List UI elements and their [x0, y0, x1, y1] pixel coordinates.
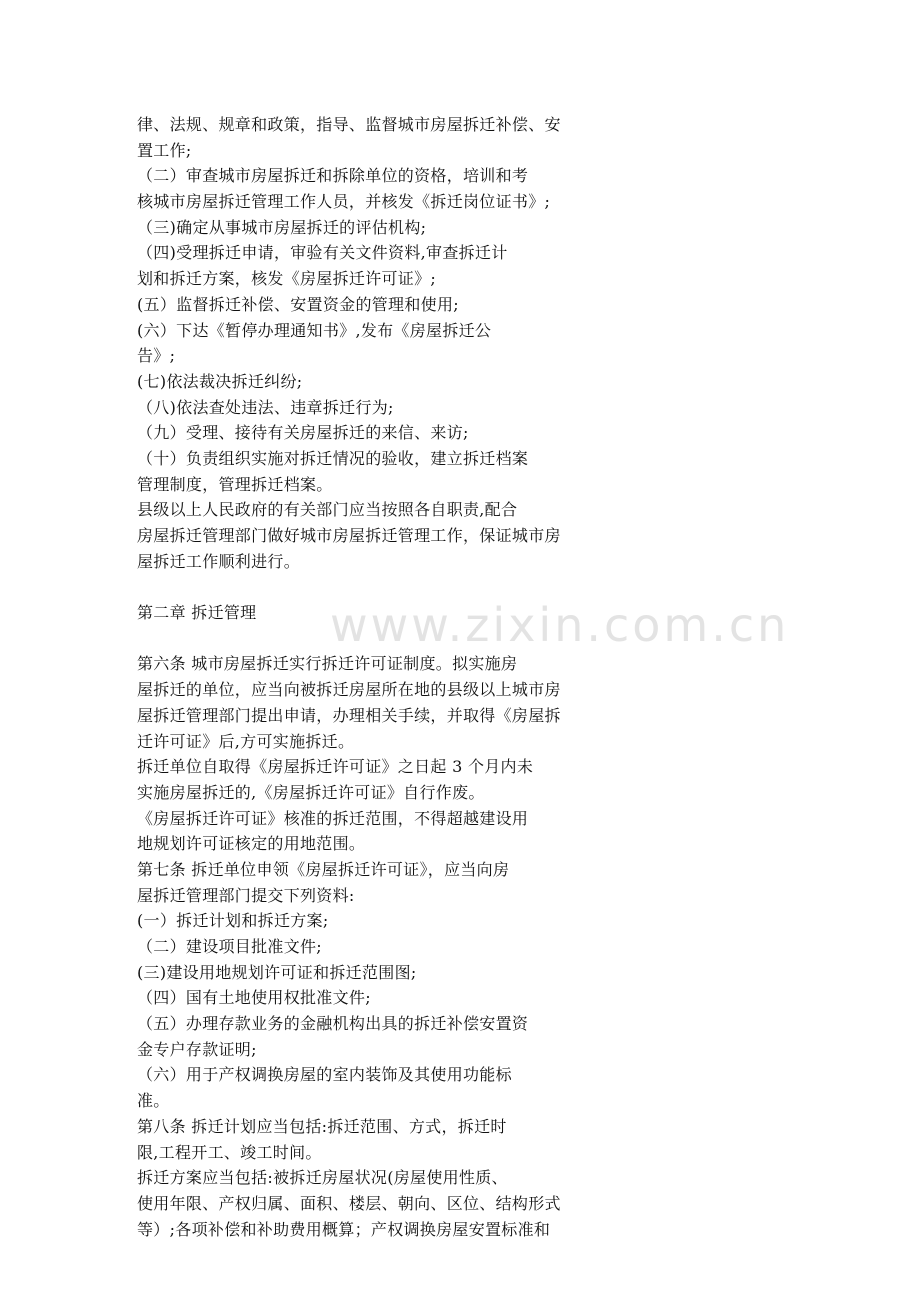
- text-line: 管理制度，管理拆迁档案。: [137, 474, 333, 494]
- text-line: （三)确定从事城市房屋拆迁的评估机构;: [137, 217, 427, 237]
- document-body: [137, 112, 637, 1242]
- text-line: 拆迁方案应当包括:被拆迁房屋状况(房屋使用性质、: [137, 1168, 508, 1188]
- text-line: 县级以上人民政府的有关部门应当按照各自职责,配合: [137, 500, 518, 520]
- text-line: 迁许可证》后,方可实施拆迁。: [137, 731, 355, 751]
- text-line: (五）监督拆迁补偿、安置资金的管理和使用;: [137, 294, 459, 314]
- text-line: 准。: [137, 1091, 170, 1111]
- text-line: （九）受理、接待有关房屋拆迁的来信、来访;: [137, 423, 469, 443]
- text-line: 屋拆迁管理部门提出申请，办理相关手续，并取得《房屋拆: [137, 705, 561, 725]
- text-line: 第二章 拆迁管理: [137, 603, 257, 623]
- text-line: （六）用于产权调换房屋的室内装饰及其使用功能标: [137, 1065, 512, 1085]
- text-line: 实施房屋拆迁的,《房屋拆迁许可证》自行作废。: [137, 782, 485, 802]
- text-line: 屋拆迁工作顺利进行。: [137, 551, 301, 571]
- text-line: 等）;各项补偿和补助费用概算；产权调换房屋安置标准和: [137, 1219, 551, 1239]
- text-line: 屋拆迁管理部门提交下列资料:: [137, 885, 355, 905]
- text-line: 房屋拆迁管理部门做好城市房屋拆迁管理工作，保证城市房: [137, 526, 561, 545]
- text-line: 屋拆迁的单位，应当向被拆迁房屋所在地的县级以上城市房: [137, 680, 561, 700]
- text-line: (七)依法裁决拆迁纠纷;: [137, 371, 303, 391]
- text-line: (六）下达《暂停办理通知书》,发布《房屋拆迁公: [137, 320, 492, 340]
- text-line: 金专户存款证明;: [137, 1039, 257, 1059]
- text-line: 地规划许可证核定的用地范围。: [137, 834, 366, 854]
- text-line: （八)依法查处违法、违章拆迁行为;: [137, 397, 394, 417]
- text-line: (三)建设用地规划许可证和拆迁范围图;: [137, 962, 417, 982]
- text-line: （十）负责组织实施对拆迁情况的验收，建立拆迁档案: [137, 448, 529, 468]
- text-line: 第八条 拆迁计划应当包括:拆迁范围、方式，拆迁时: [137, 1116, 507, 1136]
- blank-line: [137, 574, 637, 600]
- text-line: 置工作;: [137, 140, 192, 160]
- text-line: 律、法规、规章和政策，指导、监督城市房屋拆迁补偿、安: [137, 115, 561, 134]
- watermark: www.zixin.com.cn: [330, 598, 790, 652]
- text-line: 核城市房屋拆迁管理工作人员，并核发《拆迁岗位证书》;: [137, 192, 551, 212]
- text-line: 划和拆迁方案，核发《房屋拆迁许可证》;: [137, 269, 437, 289]
- text-line: 第六条 城市房屋拆迁实行拆迁许可证制度。拟实施房: [137, 654, 518, 674]
- text-line: （四）国有土地使用权批准文件;: [137, 988, 371, 1008]
- text-line: （二）审查城市房屋拆迁和拆除单位的资格，培训和考: [137, 166, 529, 186]
- text-line: （二）建设项目批准文件;: [137, 937, 322, 956]
- text-line: 《房屋拆迁许可证》核准的拆迁范围，不得超越建设用: [137, 808, 529, 828]
- blank-line: [137, 626, 637, 652]
- text-line: 使用年限、产权归属、面积、楼层、朝向、区位、结构形式: [137, 1193, 561, 1213]
- text-line: (一）拆迁计划和拆迁方案;: [137, 911, 329, 931]
- text-line: 告》;: [137, 346, 176, 366]
- text-line: （五）办理存款业务的金融机构出具的拆迁补偿安置资: [137, 1014, 529, 1034]
- text-line: 限,工程开工、竣工时间。: [137, 1142, 322, 1162]
- text-line: 拆迁单位自取得《房屋拆迁许可证》之日起 3 个月内未: [137, 757, 534, 777]
- text-line: 第七条 拆迁单位申领《房屋拆迁许可证》，应当向房: [137, 859, 510, 879]
- text-line: （四)受理拆迁申请，审验有关文件资料,审查拆迁计: [137, 243, 508, 263]
